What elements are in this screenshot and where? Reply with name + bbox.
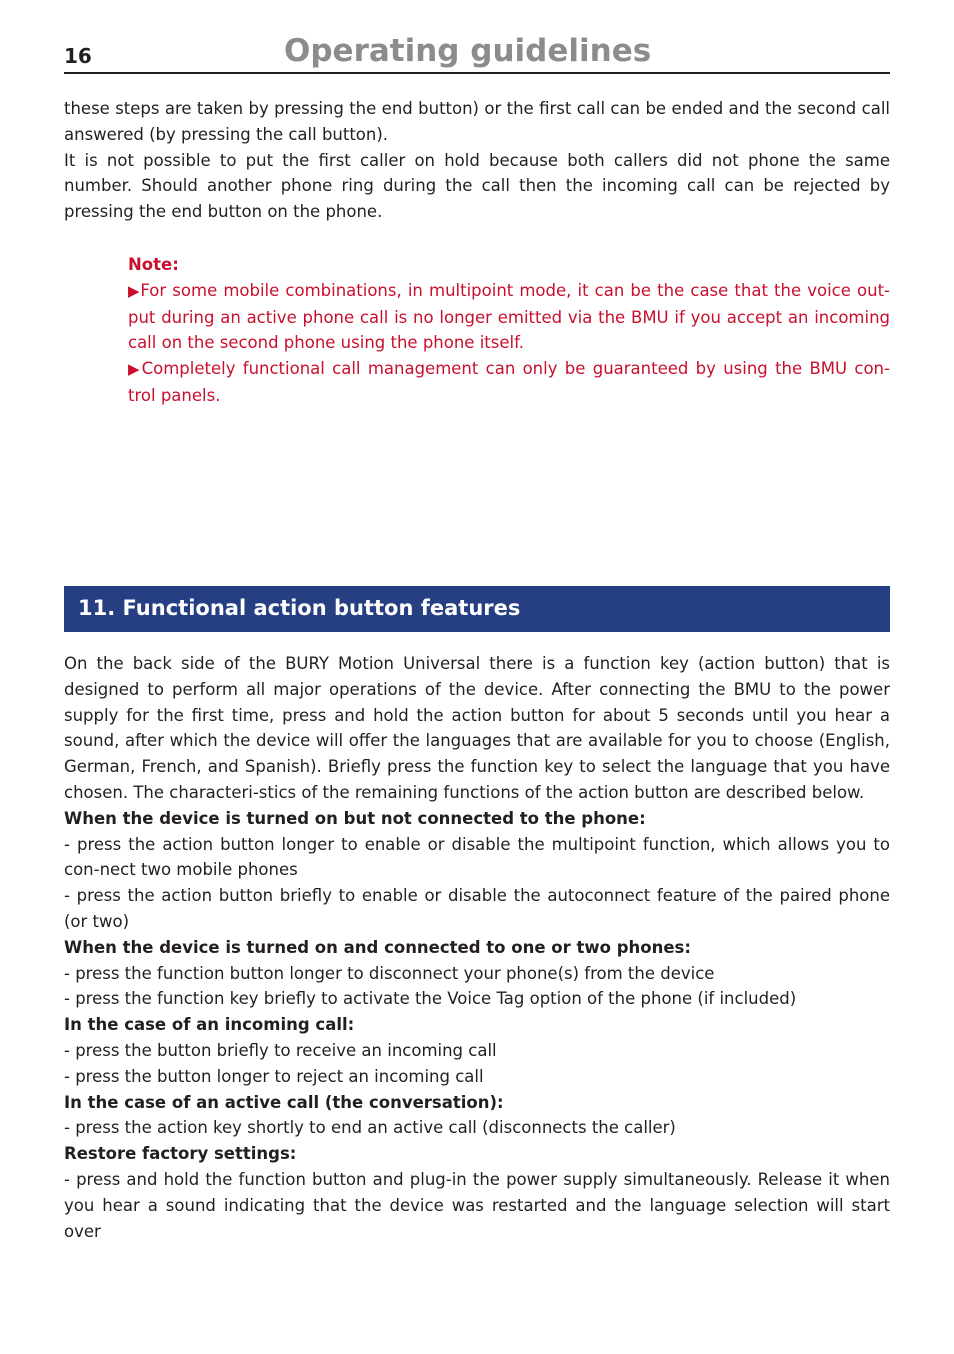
arrow-right-icon: ▶ <box>128 360 142 379</box>
group-line: - press and hold the function button and plug-in the power supply simultaneously. Release it when you hear a sound indicating that the device was restarted and the language selection will start over <box>64 1169 890 1241</box>
note-item <box>128 278 890 356</box>
group-heading: In the case of an active call (the conversation): <box>64 1092 504 1112</box>
group-line: - press the action button longer to enable or disable the multipoint function, which allows you to con-nect two mobile phones <box>64 834 890 880</box>
group-heading: When the device is turned on and connected to one or two phones: <box>64 937 691 957</box>
note-title: Note: <box>128 255 179 274</box>
group-line: - press the action button briefly to enable or disable the autoconnect feature of the paired phone (or two) <box>64 886 890 931</box>
group-heading: When the device is turned on but not connected to the phone: <box>64 808 646 828</box>
group-line: - press the button briefly to receive an incoming call <box>64 1040 497 1060</box>
group-line: - press the function button longer to disconnect your phone(s) from the device <box>64 963 715 983</box>
group-line: - press the button longer to reject an incoming call <box>64 1066 484 1086</box>
section-banner <box>64 586 890 632</box>
section-title: 11. Functional action button features <box>78 596 521 620</box>
group-line: - press the function key briefly to activate the Voice Tag option of the phone (if included) <box>64 989 797 1009</box>
group-line: - press the action key shortly to end an active call (disconnects the caller) <box>64 1118 676 1138</box>
intro-paragraph-2: It is not possible to put the first caller on hold because both callers did not phone the same number. Should another phone ring during the call then the incoming call can be rejected by pressing the end button on the phone. <box>64 150 890 222</box>
section-intro: On the back side of the BURY Motion Universal there is a function key (action button) that is designed to perform all major operations of the device. After connecting the BMU to the power supply for the first time, press and hold the action button for about 5 seconds until you hear a sound, after which the device will offer the languages that are available for you to choose (English, German, French, and Spanish). Briefly press the function key to select the language that you have chosen. The characteri-stics of the remaining functions of the action button are described below. <box>64 654 890 802</box>
note-box <box>128 252 890 409</box>
intro-paragraph-1: these steps are taken by pressing the end button) or the first call can be ended and the second call answered (by pressing the call button). <box>64 99 890 144</box>
group-heading: In the case of an incoming call: <box>64 1015 355 1035</box>
note-item-text: Completely functional call management can only be guaranteed by using the BMU con-trol panels. <box>128 359 890 405</box>
intro-text <box>64 96 890 225</box>
note-item-text: For some mobile combinations, in multipoint mode, it can be the case that the voice out-put during an active phone call is no longer emitted via the BMU if you accept an incoming call on the second phone using the phone itself. <box>128 280 890 353</box>
page-title: Operating guidelines <box>284 33 652 69</box>
header-rule <box>64 72 890 74</box>
arrow-right-icon: ▶ <box>128 281 141 300</box>
group-heading: Restore factory settings: <box>64 1144 297 1164</box>
page-number: 16 <box>64 44 92 68</box>
section-body <box>64 651 890 1244</box>
note-item <box>128 356 890 409</box>
